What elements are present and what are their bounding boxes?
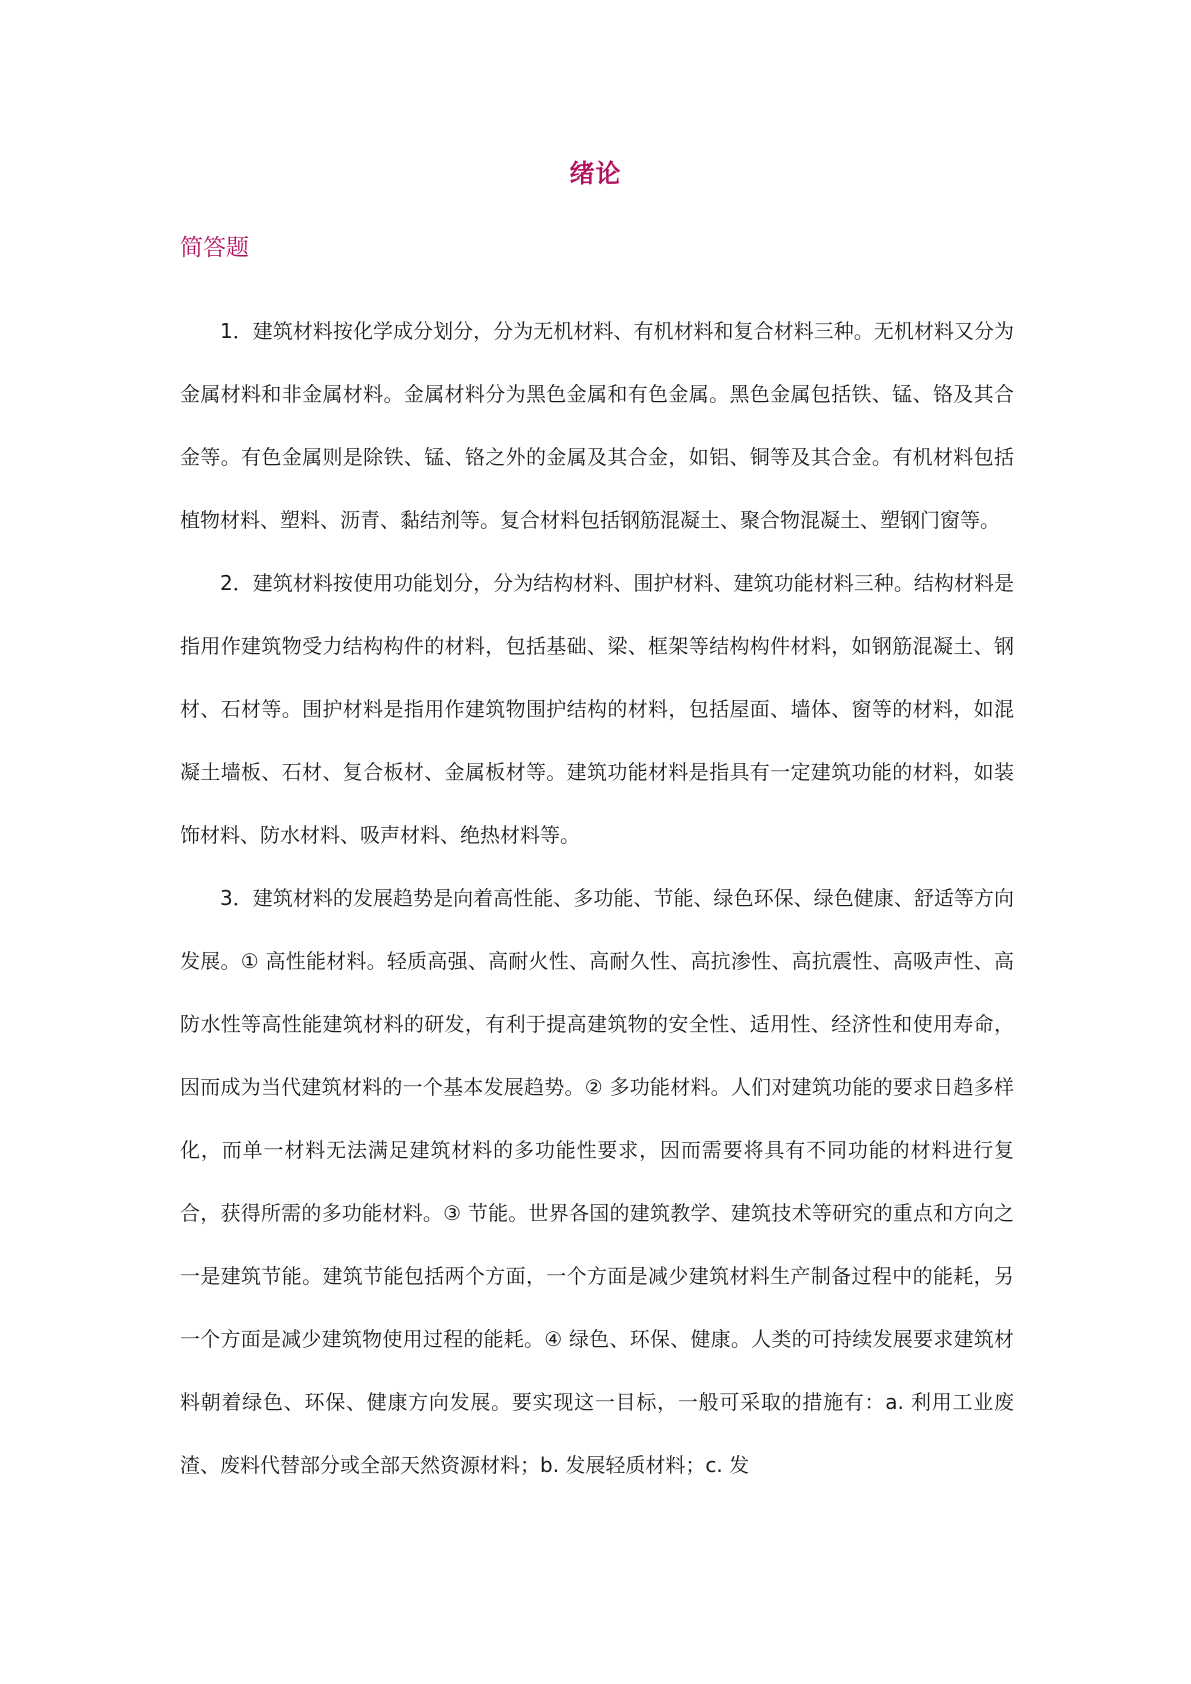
section-heading: 简答题 xyxy=(180,235,249,261)
paragraph-3: 3．建筑材料的发展趋势是向着高性能、多功能、节能、绿色环保、绿色健康、舒适等方向发展。① 高性能材料。轻质高强、高耐火性、高耐久性、高抗渗性、高抗震性、高吸声性、高防水性等高性能建筑材料的研发，有利于提高建筑物的安全性、适用性、经济性和使用寿命，因而成为当代建筑材料的一个基本发展趋势。② 多功能材料。人们对建筑功能的要求日趋多样化，而单一材料无法满足建筑材料的多功能性要求，因而需要将具有不同功能的材料进行复合，获得所需的多功能材料。③ 节能。世界各国的建筑教学、建筑技术等研究的重点和方向之一是建筑节能。建筑节能包括两个方面，一个方面是减少建筑材料生产制备过程中的能耗，另一个方面是减少建筑物使用过程的能耗。④ 绿色、环保、健康。人类的可持续发展要求建筑材料朝着绿色、环保、健康方向发展。要实现这一目标，一般可采取的措施有：a. 利用工业废渣、废料代替部分或全部天然资源材料；b. 发展轻质材料；c. 发 xyxy=(180,886,1014,1477)
document-body xyxy=(180,300,1014,1497)
paragraph-1: 1．建筑材料按化学成分划分，分为无机材料、有机材料和复合材料三种。无机材料又分为金属材料和非金属材料。金属材料分为黑色金属和有色金属。黑色金属包括铁、锰、铬及其合金等。有色金属则是除铁、锰、铬之外的金属及其合金，如铝、铜等及其合金。有机材料包括植物材料、塑料、沥青、黏结剂等。复合材料包括钢筋混凝土、聚合物混凝土、塑钢门窗等。 xyxy=(180,319,1014,532)
paragraph-2: 2．建筑材料按使用功能划分，分为结构材料、围护材料、建筑功能材料三种。结构材料是指用作建筑物受力结构构件的材料，包括基础、梁、框架等结构构件材料，如钢筋混凝土、钢材、石材等。围护材料是指用作建筑物围护结构的材料，包括屋面、墙体、窗等的材料，如混凝土墙板、石材、复合板材、金属板材等。建筑功能材料是指具有一定建筑功能的材料，如装饰材料、防水材料、吸声材料、绝热材料等。 xyxy=(180,571,1014,847)
page-title: 绪论 xyxy=(569,159,622,188)
